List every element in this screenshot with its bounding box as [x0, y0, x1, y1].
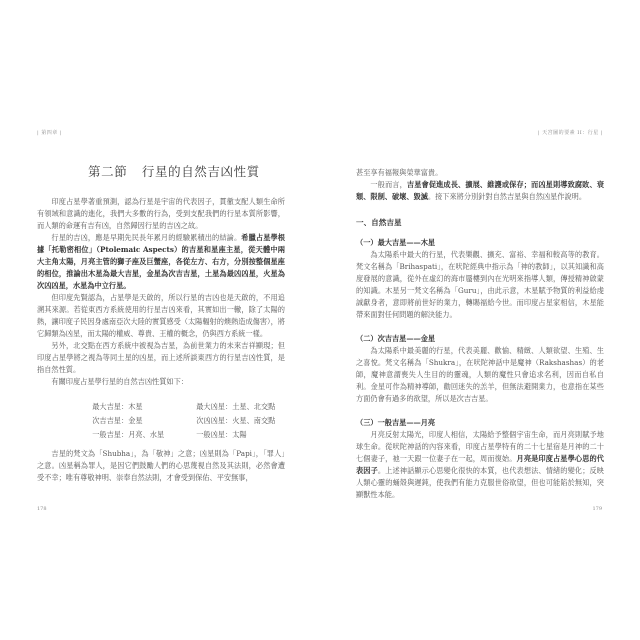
separator: ：: [121, 430, 129, 439]
benefic-cell: [77, 428, 181, 442]
continuation-text: 甚至享有福報與榮華富貴。: [356, 168, 443, 177]
cell-label: 一般凶星: [196, 430, 225, 439]
paragraph-emphasis: 月亮是印度占星學心思的代表因子: [356, 454, 604, 475]
benefic-cell: [77, 400, 181, 414]
cell-value: 太陽: [232, 430, 247, 439]
paragraph: [37, 232, 285, 292]
cell-label: 最大凶星: [196, 402, 225, 411]
paragraph-emphasis: 希臘占星學根據「托勒密相位」（Ptolemaic Aspects）的吉星和星座主星，從天體中兩大主角太陽，月亮主管的獅子座及巨蟹座，各從左方、右方，分別按整個星座的相位，推論出木星為最大吉星，金星為次吉吉星，土星為最凶凶星，火星為次凶凶星，水星為中立行星。: [37, 233, 285, 290]
running-head-left: | 第四章 |: [37, 130, 63, 136]
section-title: [88, 162, 260, 180]
separator: ：: [121, 416, 129, 425]
malefic-cell: [181, 428, 285, 442]
paragraph-emphasis: 吉星會促進成長、擴展、維護或保存；而凶星則導致腐敗、衰頹、限制、破壞、毀滅: [356, 180, 604, 201]
table-row: [77, 428, 285, 442]
paragraph-text: 。上述神話顯示心思變化很快的本質，也代表想法、情緒的變化；反映人類心靈的蛹殼與遲鈍，使我們有能力克服世俗欲望，但也可能陷於無知，突顯獸性本能。: [356, 466, 604, 499]
cell-value: 木星: [128, 402, 143, 411]
venus-paragraph: 為太陽系中最美麗的行星，代表美麗、歡愉、精緻、人類欲望、生殖、生之喜悅。梵文名稱為「Shukra」，在吠陀神話中是魔神（Rakshashas）的老師，魔神意謂喪失人生目的的靈魂，人類的魔性只會追求名利，因而自私自利。金星可作為精神導師，勸回迷失的羔羊，但無法避開業力，也意指在某些方面仍會有過多的欲望，所以是次吉吉星。: [356, 346, 604, 403]
right-body: [356, 167, 604, 501]
cell-value: 火星、南交點: [232, 416, 276, 425]
table-row: [77, 414, 285, 428]
paragraph-text: 行星的吉凶，應是早期先民長年累月的經驗累積出的結論。: [51, 233, 242, 242]
paragraph: [37, 340, 285, 376]
paragraph-text: 。接下來將分別針對自然吉星與自然凶星作說明。: [427, 192, 587, 201]
paragraph-text: 一般而言，: [370, 180, 407, 189]
page-number-left: 178: [37, 506, 47, 512]
subheading-venus: （二）次吉吉星——金星: [356, 334, 436, 343]
paragraph-text: 有關印度占星學行星的自然吉凶性質如下：: [51, 377, 188, 386]
heading-natural-benefics: 一、自然吉星: [356, 218, 402, 227]
cell-label: 次凶凶星: [196, 416, 225, 425]
intro-paragraph: [356, 179, 604, 203]
section-heading: 行星的自然吉凶性質: [141, 164, 260, 179]
subheading-jupiter: （一）最大吉星——木星: [356, 238, 436, 247]
left-body: [37, 196, 285, 484]
closing-paragraph: 吉星的梵文為「Shubha」，為「敬神」之意；凶星則為「Papi」，「罪人」之意。凶星稱為罪人，是因它們鼓勵人們的心思蔑視自然及其法則，必然會遭受不幸；唯有尊敬神明、崇奉自然法則，才會受到保佑、平安無事，: [37, 449, 285, 482]
separator: ：: [225, 430, 233, 439]
paragraph: [37, 196, 285, 232]
paragraph: [37, 376, 285, 388]
subheading-moon: （三）一般吉星——月亮: [356, 418, 436, 427]
malefic-cell: [181, 400, 285, 414]
moon-paragraph: [356, 429, 604, 501]
paragraph-text: 印度占星學著重預測，認為行星是宇宙的代表因子，貫徹支配人類生命所有領域和意識的進化，我們大多數的行為，受到支配我們的行星本質所影響，而人類的命運有吉有凶，自然歸因行星的吉凶之故。: [37, 197, 285, 230]
paragraph-text: 月亮反射太陽光，印度人相信，太陽給予整個宇宙生命，而月亮則賦予地球生命。從吠陀神話的內容來看，印度占星學特有的二十七星宿是月神的二十七個妻子，祂一天跟一位妻子在一起，周而復始。: [356, 430, 604, 463]
planet-nature-table: [37, 400, 285, 442]
cell-value: 土星、北交點: [232, 402, 276, 411]
section-number: 第二節: [88, 164, 128, 179]
cell-label: 一般吉星: [92, 430, 121, 439]
table-row: [77, 400, 285, 414]
paragraph-text: 但印度先賢認為，占星學是天啟的，所以行星的吉凶也是天啟的，不用追溯其來源。若從東西方系統使用的行星吉凶來看，其實如出一轍，除了太陽的熱，讓印度子民因身處南亞次大陸的實質感受（太陽輻射的燠熱造成傷害），將它歸類為凶星，而太陽的權威、尊貴、王權的概念，仍與西方系統一樣。: [37, 293, 285, 338]
separator: ：: [225, 402, 233, 411]
malefic-cell: [181, 414, 285, 428]
jupiter-paragraph: 為太陽系中最大的行星，代表樂觀、擴充、富裕、幸福和較高等的教育。梵文名稱為「Brihaspati」，在吠陀經典中指示為「神的教師」，以其知識和高度發展的意識，從外在虛幻的海市蜃樓到內在光明來指導人類，傳授精神啟蒙的知識。木星另一梵文名稱為「Guru」，由此示意，木星賦予物質的利益給虔誠獻身者，意即將前世好的業力，轉賜福給今世。而印度占星家相信，木星能帶來面對任何問題的解決能力。: [356, 250, 604, 319]
cell-value: 月亮、水星: [128, 430, 165, 439]
page-number-right: 179: [592, 506, 602, 512]
benefic-cell: [77, 414, 181, 428]
paragraph-text: 另外，北交點在西方系統中被視為吉星，為前世業力的未來吉祥顯現；但印度占星學將之視為等同土星的凶星，而上述所談東西方的行星吉凶性質，是指自然性質。: [37, 341, 285, 374]
running-head-right: | 天宮圖的要素 II：行星 |: [537, 130, 603, 136]
cell-label: 最大吉星: [92, 402, 121, 411]
cell-label: 次吉吉星: [92, 416, 121, 425]
cell-value: 金星: [128, 416, 143, 425]
separator: ：: [225, 416, 233, 425]
paragraph: [37, 292, 285, 340]
separator: ：: [121, 402, 129, 411]
right-page: [320, 0, 640, 640]
